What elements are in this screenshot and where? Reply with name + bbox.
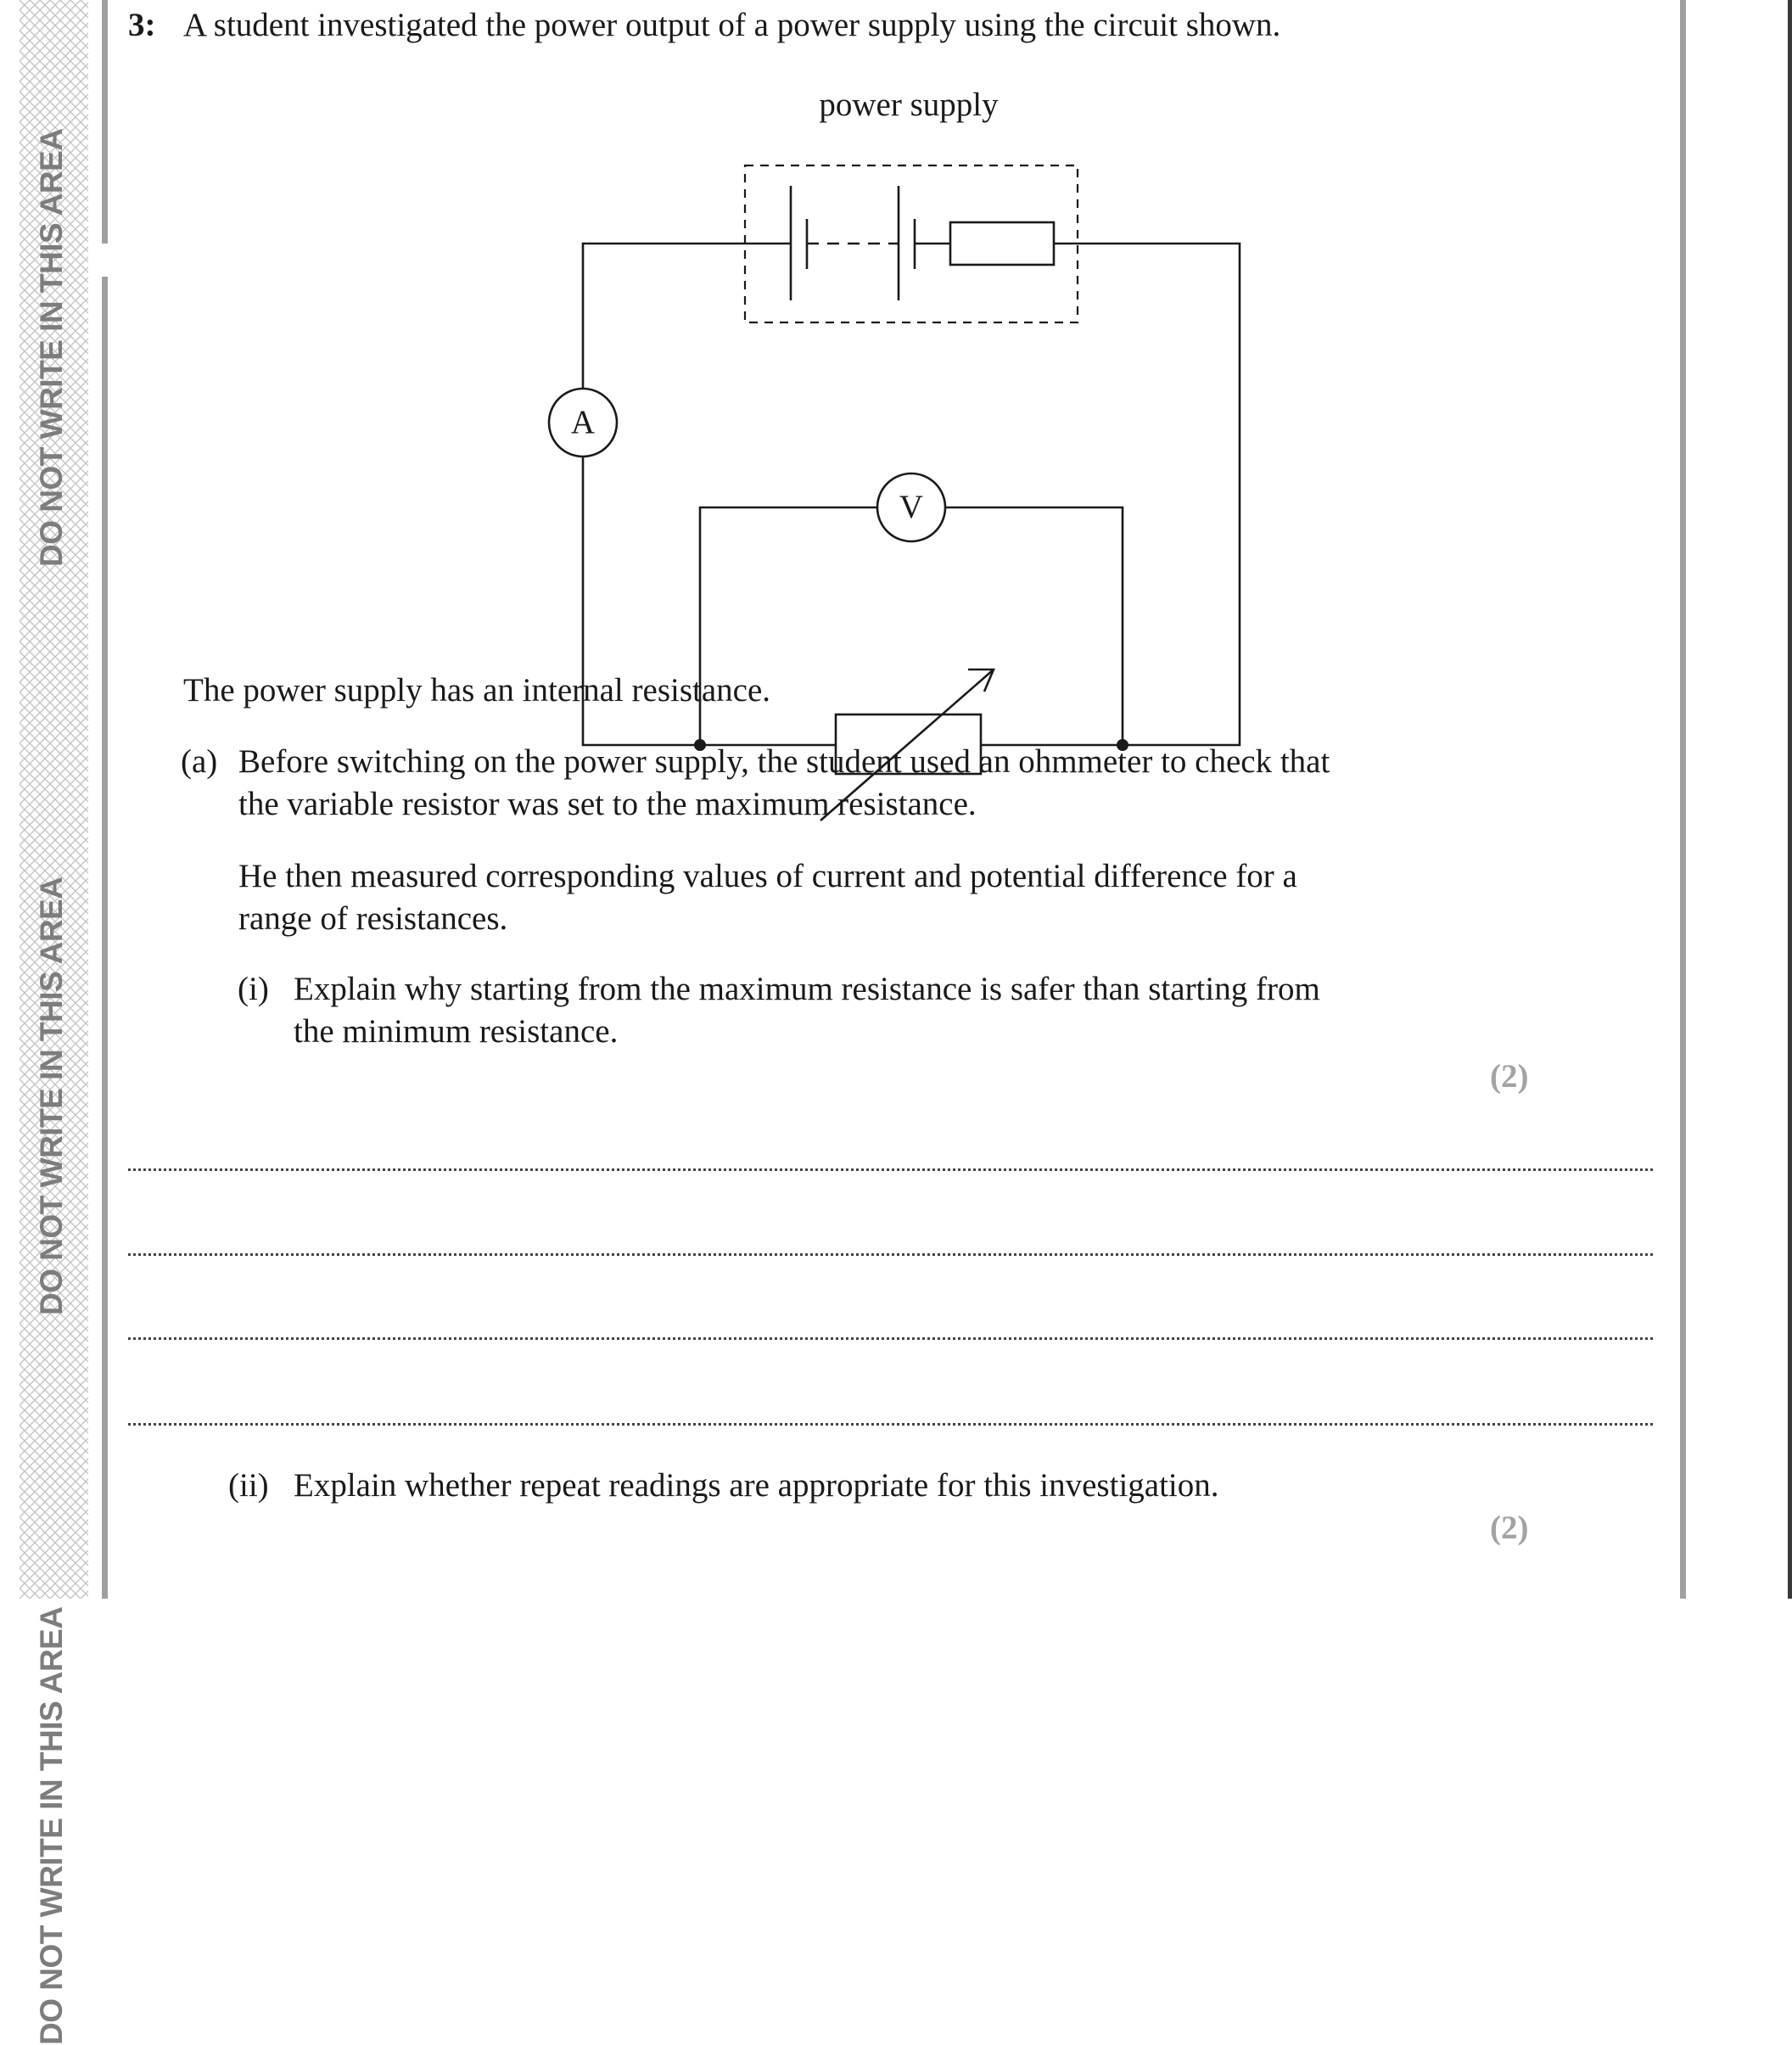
margin-warning-1: DO NOT WRITE IN THIS AREA: [34, 128, 69, 567]
part-a-label: (a): [181, 743, 218, 780]
voltmeter-label: V: [899, 489, 924, 525]
answer-line-3[interactable]: [128, 1337, 1653, 1340]
margin-warning-2: DO NOT WRITE IN THIS AREA: [34, 877, 69, 1315]
wire-inner-left: [700, 507, 877, 745]
part-a-line-2: the variable resistor was set to the maximum resistance.: [238, 786, 977, 822]
part-ii-marks: (2): [1490, 1510, 1529, 1546]
power-supply-label: power supply: [819, 87, 999, 123]
question-intro: A student investigated the power output of a power supply using the circuit shown.: [183, 7, 1281, 43]
wire-top-left: [583, 244, 791, 389]
part-a-line-1: Before switching on the power supply, the student used an ohmmeter to check that: [238, 743, 1330, 780]
answer-line-2[interactable]: [128, 1253, 1653, 1256]
part-ii-label: (ii): [228, 1467, 269, 1504]
part-i-line-2: the minimum resistance.: [294, 1013, 619, 1050]
power-supply-boundary: [745, 165, 1078, 322]
part-a-line-4: range of resistances.: [238, 900, 508, 937]
wire-inner-right: [945, 507, 1123, 745]
wire-right: [981, 244, 1240, 745]
part-i-marks: (2): [1490, 1058, 1529, 1095]
part-a-line-3: He then measured corresponding values of current and potential difference for a: [238, 858, 1297, 894]
answer-line-4[interactable]: [128, 1423, 1653, 1426]
margin-warning-3: DO NOT WRITE IN THIS AREA: [34, 1606, 69, 2045]
part-i-line-1: Explain why starting from the maximum resistance is safer than starting from: [294, 971, 1320, 1007]
ammeter-label: A: [570, 404, 596, 440]
part-i-label: (i): [238, 971, 269, 1007]
answer-line-1[interactable]: [128, 1168, 1653, 1171]
internal-resistor: [950, 222, 1054, 265]
question-number: 3:: [128, 7, 156, 43]
part-ii-text: Explain whether repeat readings are appropriate for this investigation.: [294, 1467, 1219, 1504]
statement-text: The power supply has an internal resistance.: [183, 672, 771, 709]
